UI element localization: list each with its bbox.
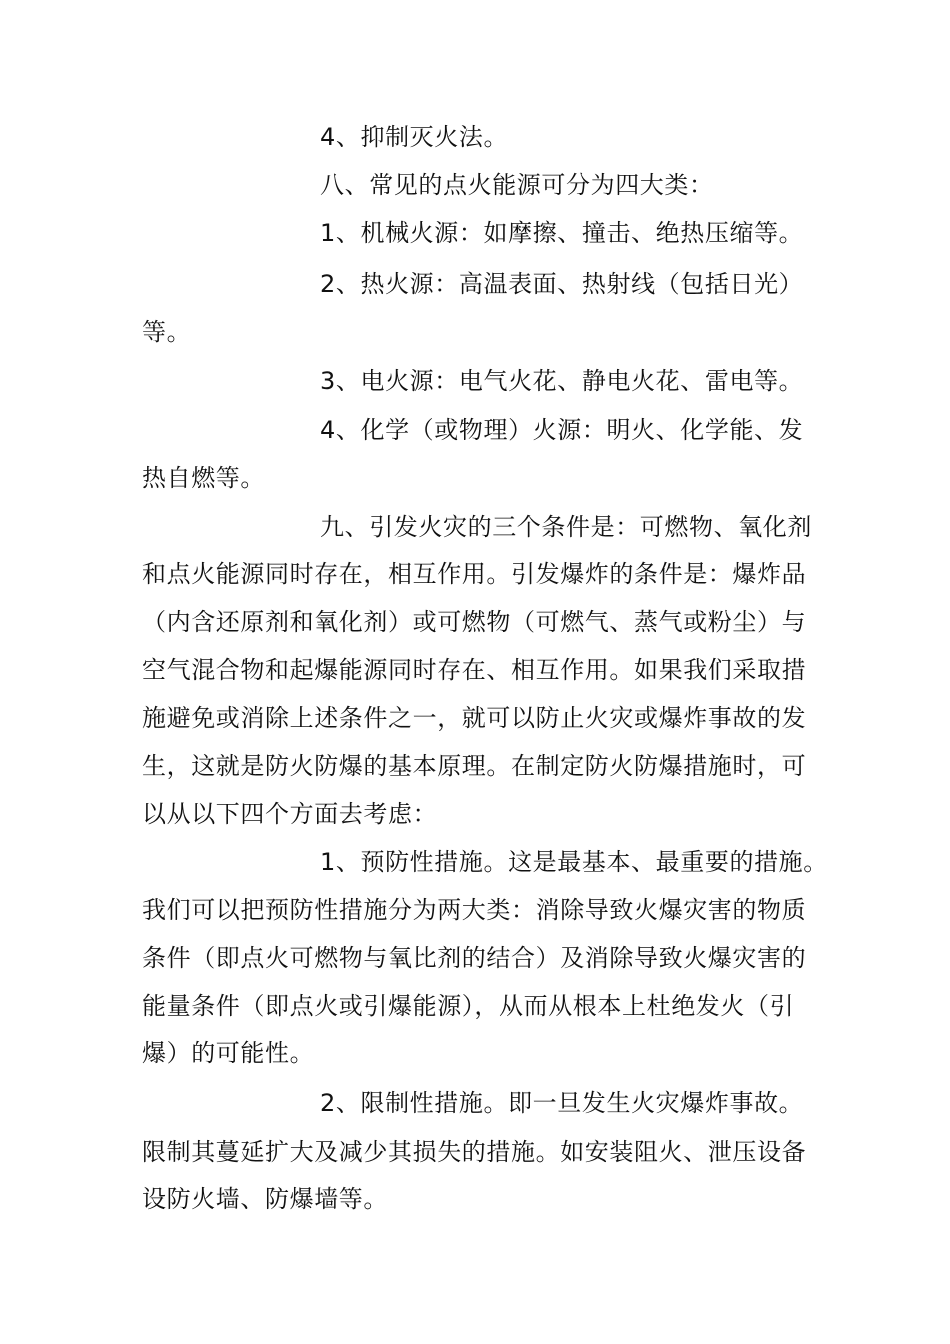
- text-line: 3、电火源：电气火花、静电火花、雷电等。: [320, 367, 804, 395]
- text-line: 能量条件（即点火或引爆能源），从而从根本上杜绝发火（引: [142, 992, 795, 1020]
- text-line: 设防火墙、防爆墙等。: [142, 1185, 388, 1213]
- text-line: 2、热火源：高温表面、热射线（包括日光）: [320, 270, 804, 298]
- text-line: 热自燃等。: [142, 464, 265, 492]
- text-line: 限制其蔓延扩大及减少其损失的措施。如安装阻火、泄压设备: [142, 1138, 807, 1166]
- text-line: 4、化学（或物理）火源：明火、化学能、发: [320, 416, 804, 444]
- text-line: 爆）的可能性。: [142, 1039, 315, 1067]
- text-line: 八、常见的点火能源可分为四大类：: [320, 171, 714, 199]
- text-line: 我们可以把预防性措施分为两大类：消除导致火爆灾害的物质: [142, 896, 807, 924]
- text-line: 和点火能源同时存在，相互作用。引发爆炸的条件是：爆炸品: [142, 560, 807, 588]
- text-line: 生，这就是防火防爆的基本原理。在制定防火防爆措施时，可: [142, 752, 807, 780]
- text-line: 等。: [142, 318, 192, 346]
- text-line: 九、引发火灾的三个条件是：可燃物、氧化剂: [320, 513, 812, 541]
- text-line: 施避免或消除上述条件之一，就可以防止火灾或爆炸事故的发: [142, 704, 807, 732]
- text-line: 4、抑制灭火法。: [320, 123, 509, 151]
- text-line: （内含还原剂和氧化剂）或可燃物（可燃气、蒸气或粉尘）与: [142, 608, 807, 636]
- text-line: 条件（即点火可燃物与氧比剂的结合）及消除导致火爆灾害的: [142, 944, 807, 972]
- text-line: 2、限制性措施。即一旦发生火灾爆炸事故。: [320, 1089, 804, 1117]
- text-line: 以从以下四个方面去考虑：: [142, 800, 438, 828]
- text-line: 1、机械火源：如摩擦、撞击、绝热压缩等。: [320, 219, 804, 247]
- text-line: 1、预防性措施。这是最基本、最重要的措施。: [320, 848, 828, 876]
- text-line: 空气混合物和起爆能源同时存在、相互作用。如果我们采取措: [142, 656, 807, 684]
